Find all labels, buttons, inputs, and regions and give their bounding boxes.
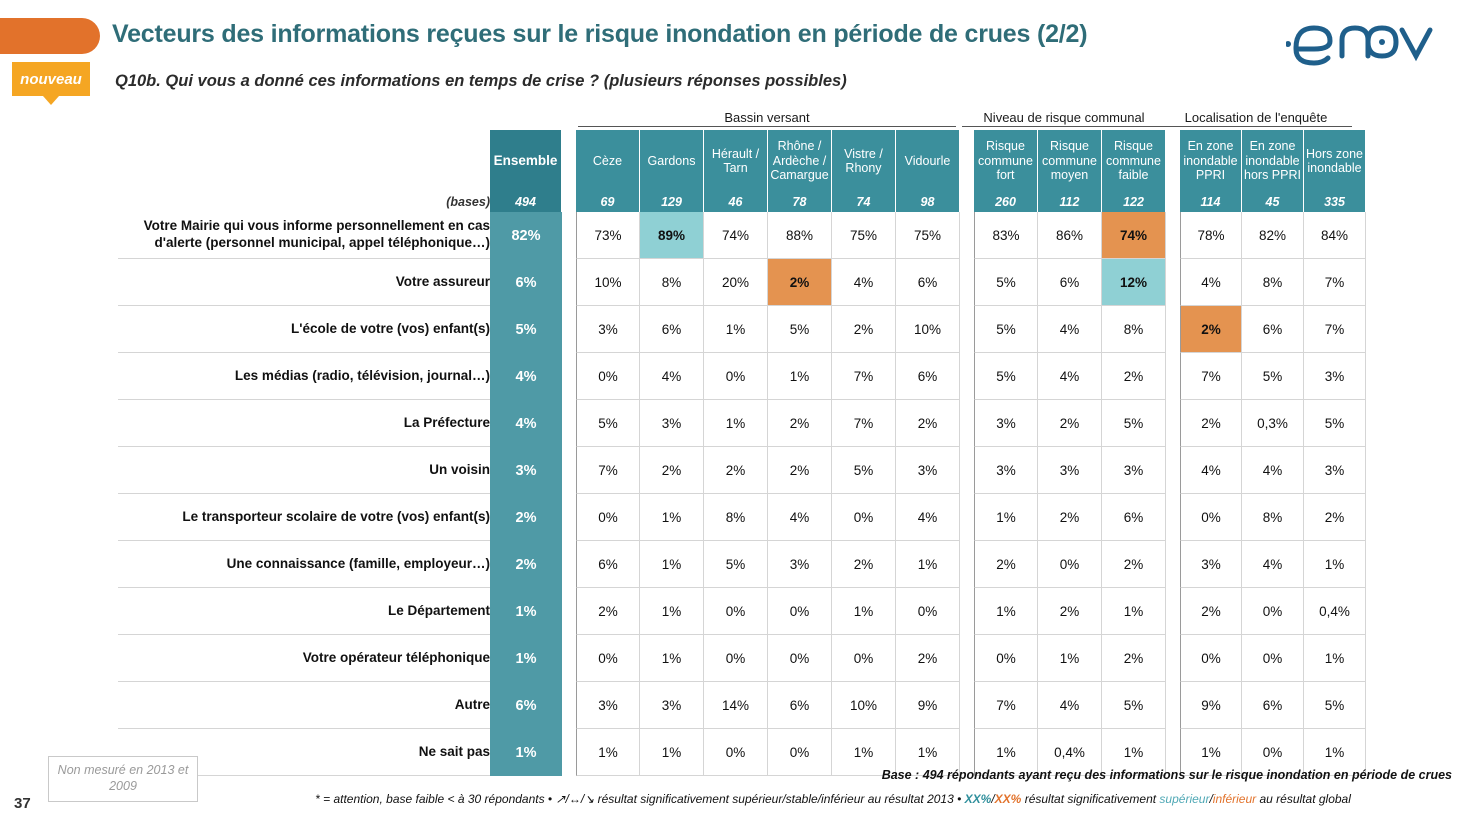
spacer	[562, 212, 576, 259]
cell-ceze: 6%	[576, 541, 640, 588]
spacer	[1166, 635, 1180, 682]
table-row	[118, 541, 1366, 588]
cell-vistre-rhony: 75%	[832, 212, 896, 259]
table-row	[118, 494, 1366, 541]
base-hors-zone-inondable: 335	[1304, 192, 1366, 212]
cell-gardons: 1%	[640, 541, 704, 588]
cell-risque-faible: 8%	[1102, 306, 1166, 353]
table-row	[118, 306, 1366, 353]
spacer	[960, 192, 974, 212]
page-title: Vecteurs des informations reçues sur le risque inondation en période de crues (2/2)	[112, 20, 1088, 48]
page-number: 37	[14, 795, 31, 812]
cell-risque-fort: 0%	[974, 635, 1038, 682]
cell-zone-inondable-ppri: 2%	[1180, 306, 1242, 353]
cell-risque-faible: 5%	[1102, 682, 1166, 729]
cell-zone-inondable-ppri: 9%	[1180, 682, 1242, 729]
row-label: Le transporteur scolaire de votre (vos) enfant(s)	[118, 494, 490, 541]
cell-gardons: 2%	[640, 447, 704, 494]
cell-zone-inondable-hors-ppri: 6%	[1242, 682, 1304, 729]
spacer	[960, 212, 974, 259]
cell-rhone-ardeche-camargue: 2%	[768, 259, 832, 306]
row-label: Votre Mairie qui vous informe personnellement en cas d'alerte (personnel municipal, appel téléphonique…)	[118, 212, 490, 259]
spacer	[960, 400, 974, 447]
cell-rhone-ardeche-camargue: 0%	[768, 588, 832, 635]
spacer	[960, 447, 974, 494]
row-label: Votre opérateur téléphonique	[118, 635, 490, 682]
cell-vistre-rhony: 1%	[832, 729, 896, 776]
spacer	[1166, 447, 1180, 494]
group-header-risque: Niveau de risque communal	[962, 110, 1166, 127]
cell-rhone-ardeche-camargue: 3%	[768, 541, 832, 588]
cell-hors-zone-inondable: 84%	[1304, 212, 1366, 259]
cell-vistre-rhony: 7%	[832, 400, 896, 447]
col-header-gardons: Gardons	[640, 130, 704, 192]
cell-rhone-ardeche-camargue: 2%	[768, 400, 832, 447]
cell-hors-zone-inondable: 3%	[1304, 447, 1366, 494]
cell-gardons: 1%	[640, 494, 704, 541]
cell-zone-inondable-ppri: 78%	[1180, 212, 1242, 259]
row-label: Ne sait pas	[118, 729, 490, 776]
cell-hors-zone-inondable: 0,4%	[1304, 588, 1366, 635]
row-label: Votre assureur	[118, 259, 490, 306]
cell-risque-fort: 5%	[974, 353, 1038, 400]
base-ceze: 69	[576, 192, 640, 212]
col-header-vidourle: Vidourle	[896, 130, 960, 192]
cell-gardons: 8%	[640, 259, 704, 306]
cell-herault-tarn: 14%	[704, 682, 768, 729]
col-header-hors-zone-inondable: Hors zone inondable	[1304, 130, 1366, 192]
cell-gardons: 3%	[640, 400, 704, 447]
spacer	[562, 729, 576, 776]
cell-risque-moyen: 4%	[1038, 682, 1102, 729]
base-zone-inondable-ppri: 114	[1180, 192, 1242, 212]
cell-zone-inondable-hors-ppri: 4%	[1242, 447, 1304, 494]
question-subtitle: Q10b. Qui vous a donné ces informations en temps de crise ? (plusieurs réponses possibles)	[115, 72, 847, 90]
cell-zone-inondable-hors-ppri: 0,3%	[1242, 400, 1304, 447]
cell-hors-zone-inondable: 5%	[1304, 682, 1366, 729]
spacer	[1166, 353, 1180, 400]
table-row	[118, 259, 1366, 306]
col-header-rhone-ardeche-camargue: Rhône / Ardèche / Camargue	[768, 130, 832, 192]
cell-risque-fort: 3%	[974, 400, 1038, 447]
base-note: Base : 494 répondants ayant reçu des informations sur le risque inondation en période de crues	[881, 768, 1452, 782]
cell-ensemble: 4%	[490, 400, 562, 447]
cell-herault-tarn: 1%	[704, 306, 768, 353]
cell-vistre-rhony: 0%	[832, 494, 896, 541]
spacer	[562, 588, 576, 635]
cell-herault-tarn: 74%	[704, 212, 768, 259]
col-header-ensemble: Ensemble	[490, 130, 562, 192]
cell-vidourle: 6%	[896, 259, 960, 306]
cell-risque-moyen: 1%	[1038, 635, 1102, 682]
cell-risque-fort: 7%	[974, 682, 1038, 729]
cell-ceze: 3%	[576, 306, 640, 353]
group-header-localisation: Localisation de l'enquête	[1160, 110, 1352, 127]
group-header-bassin: Bassin versant	[578, 110, 956, 127]
cell-gardons: 1%	[640, 635, 704, 682]
cell-risque-faible: 1%	[1102, 729, 1166, 776]
cell-zone-inondable-ppri: 0%	[1180, 494, 1242, 541]
cell-zone-inondable-hors-ppri: 5%	[1242, 353, 1304, 400]
cell-risque-faible: 2%	[1102, 353, 1166, 400]
header-accent-tab	[0, 18, 100, 54]
cell-ensemble: 6%	[490, 259, 562, 306]
cell-hors-zone-inondable: 2%	[1304, 494, 1366, 541]
cell-hors-zone-inondable: 7%	[1304, 306, 1366, 353]
table-row	[118, 400, 1366, 447]
col-header-zone-inondable-ppri: En zone inondable PPRI	[1180, 130, 1242, 192]
cell-vidourle: 10%	[896, 306, 960, 353]
col-header-risque-fort: Risque commune fort	[974, 130, 1038, 192]
cell-risque-faible: 12%	[1102, 259, 1166, 306]
legend-slash-1: /	[991, 792, 995, 806]
cell-vistre-rhony: 4%	[832, 259, 896, 306]
bases-label: (bases)	[446, 195, 490, 209]
cell-risque-fort: 1%	[974, 588, 1038, 635]
cell-herault-tarn: 2%	[704, 447, 768, 494]
cell-ensemble: 4%	[490, 353, 562, 400]
spacer	[960, 588, 974, 635]
cell-gardons: 89%	[640, 212, 704, 259]
enov-logo	[1286, 8, 1456, 70]
cell-risque-moyen: 0,4%	[1038, 729, 1102, 776]
spacer	[960, 682, 974, 729]
cell-ensemble: 82%	[490, 212, 562, 259]
legend-note	[214, 792, 1452, 806]
table-row	[118, 682, 1366, 729]
cell-herault-tarn: 1%	[704, 400, 768, 447]
cell-risque-fort: 1%	[974, 729, 1038, 776]
row-label: Les médias (radio, télévision, journal…)	[118, 353, 490, 400]
row-label: Le Département	[118, 588, 490, 635]
table-row	[118, 447, 1366, 494]
cell-risque-fort: 1%	[974, 494, 1038, 541]
cell-risque-moyen: 0%	[1038, 541, 1102, 588]
cell-herault-tarn: 5%	[704, 541, 768, 588]
spacer	[562, 306, 576, 353]
cell-zone-inondable-hors-ppri: 4%	[1242, 541, 1304, 588]
cell-ensemble: 6%	[490, 682, 562, 729]
row-label: La Préfecture	[118, 400, 490, 447]
cell-zone-inondable-ppri: 4%	[1180, 447, 1242, 494]
spacer	[1166, 494, 1180, 541]
cell-rhone-ardeche-camargue: 5%	[768, 306, 832, 353]
base-risque-moyen: 112	[1038, 192, 1102, 212]
table-row	[118, 635, 1366, 682]
spacer	[562, 447, 576, 494]
base-herault-tarn: 46	[704, 192, 768, 212]
cell-risque-faible: 2%	[1102, 541, 1166, 588]
legend-inferieur: inférieur	[1212, 792, 1257, 806]
cell-zone-inondable-hors-ppri: 8%	[1242, 494, 1304, 541]
spacer	[1166, 400, 1180, 447]
row-label: L'école de votre (vos) enfant(s)	[118, 306, 490, 353]
spacer	[562, 635, 576, 682]
cell-hors-zone-inondable: 1%	[1304, 541, 1366, 588]
cell-risque-moyen: 2%	[1038, 588, 1102, 635]
cell-risque-faible: 2%	[1102, 635, 1166, 682]
cell-herault-tarn: 0%	[704, 635, 768, 682]
spacer	[1166, 306, 1180, 353]
cell-risque-faible: 1%	[1102, 588, 1166, 635]
legend-superieur: supérieur	[1159, 792, 1210, 806]
cell-risque-moyen: 6%	[1038, 259, 1102, 306]
cell-rhone-ardeche-camargue: 2%	[768, 447, 832, 494]
cell-vistre-rhony: 7%	[832, 353, 896, 400]
cell-vistre-rhony: 10%	[832, 682, 896, 729]
cell-vidourle: 2%	[896, 635, 960, 682]
spacer	[1166, 130, 1180, 192]
base-gardons: 129	[640, 192, 704, 212]
cell-risque-moyen: 4%	[1038, 306, 1102, 353]
cell-zone-inondable-hors-ppri: 0%	[1242, 588, 1304, 635]
cell-risque-fort: 5%	[974, 306, 1038, 353]
cell-herault-tarn: 8%	[704, 494, 768, 541]
cell-risque-fort: 2%	[974, 541, 1038, 588]
cell-risque-fort: 3%	[974, 447, 1038, 494]
cell-ceze: 0%	[576, 635, 640, 682]
table-row	[118, 588, 1366, 635]
cell-zone-inondable-ppri: 3%	[1180, 541, 1242, 588]
spacer	[562, 541, 576, 588]
cell-risque-faible: 74%	[1102, 212, 1166, 259]
cell-vistre-rhony: 2%	[832, 541, 896, 588]
cell-zone-inondable-ppri: 0%	[1180, 635, 1242, 682]
base-risque-fort: 260	[974, 192, 1038, 212]
cell-vidourle: 1%	[896, 729, 960, 776]
spacer	[960, 259, 974, 306]
cell-rhone-ardeche-camargue: 88%	[768, 212, 832, 259]
legend-part-1: * = attention, base faible < à 30 répondants • ↗/↔/↘ résultat significativement supérieur/stable/inférieur au résultat 2013 •	[315, 792, 965, 806]
legend-part-3: au résultat global	[1256, 792, 1351, 806]
cell-gardons: 3%	[640, 682, 704, 729]
cell-hors-zone-inondable: 7%	[1304, 259, 1366, 306]
base-rhone-ardeche-camargue: 78	[768, 192, 832, 212]
cell-zone-inondable-hors-ppri: 0%	[1242, 635, 1304, 682]
corner-cell	[118, 130, 490, 192]
spacer	[960, 494, 974, 541]
cell-risque-moyen: 2%	[1038, 494, 1102, 541]
cell-vistre-rhony: 5%	[832, 447, 896, 494]
spacer	[960, 306, 974, 353]
new-badge: nouveau	[12, 62, 90, 96]
cell-risque-moyen: 2%	[1038, 400, 1102, 447]
cell-zone-inondable-hors-ppri: 8%	[1242, 259, 1304, 306]
cell-ensemble: 3%	[490, 447, 562, 494]
cell-rhone-ardeche-camargue: 6%	[768, 682, 832, 729]
cell-zone-inondable-ppri: 2%	[1180, 588, 1242, 635]
cell-vistre-rhony: 1%	[832, 588, 896, 635]
table-row	[118, 353, 1366, 400]
cell-gardons: 1%	[640, 588, 704, 635]
spacer	[960, 353, 974, 400]
cell-ceze: 0%	[576, 353, 640, 400]
cell-ceze: 7%	[576, 447, 640, 494]
base-risque-faible: 122	[1102, 192, 1166, 212]
row-label: Une connaissance (famille, employeur…)	[118, 541, 490, 588]
legend-part-2: résultat significativement	[1021, 792, 1160, 806]
spacer	[1166, 212, 1180, 259]
cell-hors-zone-inondable: 1%	[1304, 635, 1366, 682]
cell-ceze: 73%	[576, 212, 640, 259]
cell-gardons: 6%	[640, 306, 704, 353]
row-label: Un voisin	[118, 447, 490, 494]
cell-risque-faible: 5%	[1102, 400, 1166, 447]
cell-ceze: 0%	[576, 494, 640, 541]
spacer	[960, 130, 974, 192]
spacer	[562, 130, 576, 192]
cell-zone-inondable-ppri: 7%	[1180, 353, 1242, 400]
cell-gardons: 4%	[640, 353, 704, 400]
spacer	[1166, 588, 1180, 635]
base-zone-inondable-hors-ppri: 45	[1242, 192, 1304, 212]
cell-ensemble: 1%	[490, 635, 562, 682]
cell-risque-moyen: 86%	[1038, 212, 1102, 259]
cell-zone-inondable-hors-ppri: 82%	[1242, 212, 1304, 259]
cell-risque-moyen: 4%	[1038, 353, 1102, 400]
cell-herault-tarn: 0%	[704, 353, 768, 400]
cell-ceze: 1%	[576, 729, 640, 776]
spacer	[960, 541, 974, 588]
cell-ceze: 5%	[576, 400, 640, 447]
cell-vidourle: 6%	[896, 353, 960, 400]
cell-hors-zone-inondable: 1%	[1304, 729, 1366, 776]
spacer	[1166, 259, 1180, 306]
legend-slash-2: /	[1209, 792, 1213, 806]
cell-herault-tarn: 20%	[704, 259, 768, 306]
table-header-row	[118, 130, 1366, 192]
cell-vidourle: 0%	[896, 588, 960, 635]
row-label: Autre	[118, 682, 490, 729]
cell-vidourle: 1%	[896, 541, 960, 588]
cell-vidourle: 3%	[896, 447, 960, 494]
legend-xx-orange: XX%	[994, 792, 1022, 806]
cell-ceze: 2%	[576, 588, 640, 635]
cell-risque-faible: 6%	[1102, 494, 1166, 541]
results-table	[118, 130, 1366, 776]
table-body	[118, 212, 1366, 776]
base-ensemble: 494	[490, 192, 562, 212]
bases-row	[118, 192, 1366, 212]
cell-zone-inondable-hors-ppri: 6%	[1242, 306, 1304, 353]
cell-vistre-rhony: 0%	[832, 635, 896, 682]
base-vistre-rhony: 74	[832, 192, 896, 212]
spacer	[1166, 682, 1180, 729]
col-header-ceze: Cèze	[576, 130, 640, 192]
cell-rhone-ardeche-camargue: 0%	[768, 635, 832, 682]
cell-ceze: 3%	[576, 682, 640, 729]
cell-risque-fort: 5%	[974, 259, 1038, 306]
cell-vidourle: 75%	[896, 212, 960, 259]
spacer	[1166, 192, 1180, 212]
cell-risque-faible: 3%	[1102, 447, 1166, 494]
spacer	[562, 400, 576, 447]
col-header-zone-inondable-hors-ppri: En zone inondable hors PPRI	[1242, 130, 1304, 192]
cell-gardons: 1%	[640, 729, 704, 776]
cell-vidourle: 4%	[896, 494, 960, 541]
spacer	[562, 192, 576, 212]
cell-ensemble: 2%	[490, 541, 562, 588]
col-header-risque-moyen: Risque commune moyen	[1038, 130, 1102, 192]
cell-ceze: 10%	[576, 259, 640, 306]
col-header-vistre-rhony: Vistre / Rhony	[832, 130, 896, 192]
spacer	[1166, 541, 1180, 588]
col-header-herault-tarn: Hérault / Tarn	[704, 130, 768, 192]
cell-risque-fort: 83%	[974, 212, 1038, 259]
spacer	[562, 259, 576, 306]
cell-rhone-ardeche-camargue: 1%	[768, 353, 832, 400]
cell-zone-inondable-hors-ppri: 0%	[1242, 729, 1304, 776]
cell-rhone-ardeche-camargue: 0%	[768, 729, 832, 776]
spacer	[562, 494, 576, 541]
base-vidourle: 98	[896, 192, 960, 212]
cell-zone-inondable-ppri: 2%	[1180, 400, 1242, 447]
legend-xx-teal: XX%	[964, 792, 992, 806]
cell-hors-zone-inondable: 5%	[1304, 400, 1366, 447]
spacer	[562, 682, 576, 729]
not-measured-note: Non mesuré en 2013 et 2009	[48, 756, 198, 802]
cell-zone-inondable-ppri: 1%	[1180, 729, 1242, 776]
cell-ensemble: 1%	[490, 588, 562, 635]
table-row	[118, 212, 1366, 259]
cell-rhone-ardeche-camargue: 4%	[768, 494, 832, 541]
cell-hors-zone-inondable: 3%	[1304, 353, 1366, 400]
cell-zone-inondable-ppri: 4%	[1180, 259, 1242, 306]
cell-vidourle: 2%	[896, 400, 960, 447]
cell-risque-moyen: 3%	[1038, 447, 1102, 494]
cell-ensemble: 1%	[490, 729, 562, 776]
cell-vistre-rhony: 2%	[832, 306, 896, 353]
cell-ensemble: 2%	[490, 494, 562, 541]
cell-ensemble: 5%	[490, 306, 562, 353]
cell-herault-tarn: 0%	[704, 588, 768, 635]
spacer	[960, 635, 974, 682]
spacer	[562, 353, 576, 400]
cell-herault-tarn: 0%	[704, 729, 768, 776]
cell-vidourle: 9%	[896, 682, 960, 729]
col-header-risque-faible: Risque commune faible	[1102, 130, 1166, 192]
